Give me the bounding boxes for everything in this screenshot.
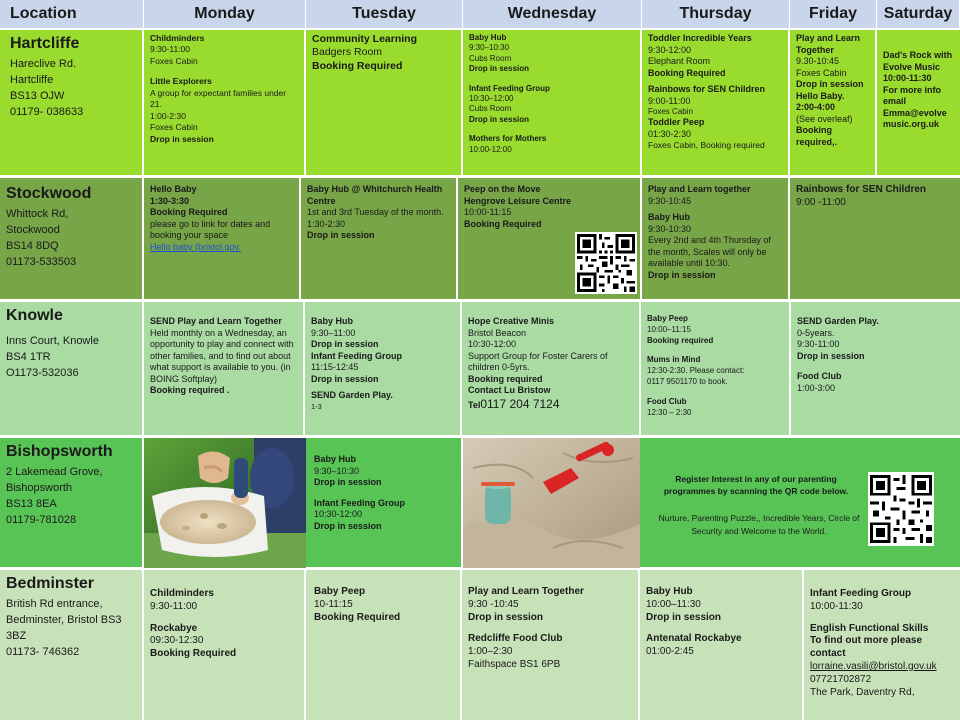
- session-title: Mothers for Mothers: [469, 134, 547, 144]
- session-time: 9:30–10:30: [469, 43, 510, 53]
- session-title: English Functional Skills: [810, 622, 929, 634]
- session-time: 10:00–11:30: [646, 598, 701, 610]
- knowle-friday: [791, 302, 960, 438]
- session-title: Hello Baby.: [796, 90, 845, 101]
- session-title: Toddler Peep: [648, 117, 705, 128]
- bedminster-friday: [804, 570, 960, 720]
- session-title: Play and Learn Together: [468, 586, 584, 597]
- session-room: Foxes Cabin: [648, 107, 693, 117]
- header-monday: Monday: [144, 0, 306, 30]
- stockwood-wednesday: [458, 178, 642, 302]
- session-title: Baby Hub: [314, 454, 357, 464]
- session-time: 11:15-12:45: [311, 362, 359, 373]
- location-name: Hartcliffe: [10, 35, 80, 52]
- phone-number: 01179- 038633: [10, 106, 84, 119]
- session-time: 12:30 – 2:30: [647, 407, 692, 417]
- session-description: Support Group for Foster Carers of children 0-5yrs.: [468, 350, 608, 373]
- session-venue: The Park, Daventry Rd,: [810, 686, 915, 698]
- session-note: Drop in session: [646, 611, 722, 623]
- session-time: 10:30-12:00: [468, 339, 517, 350]
- session-time: 10-11:15: [314, 598, 353, 610]
- session-note: 1-3: [311, 401, 322, 411]
- bedminster-monday: [144, 570, 306, 720]
- session-title: Food Club: [797, 371, 842, 382]
- location-knowle: [0, 302, 144, 438]
- session-title: Redcliffe Food Club: [468, 633, 563, 645]
- session-title: Baby Hub: [311, 316, 354, 326]
- session-note: Booking Required: [314, 611, 401, 623]
- location-hartcliffe: [0, 30, 144, 178]
- session-note: Drop in session: [307, 230, 375, 241]
- session-title: SEND Garden Play.: [311, 390, 393, 401]
- session-note: Drop in session: [796, 79, 864, 90]
- hartcliffe-wednesday: [463, 30, 642, 178]
- session-time: 9:30-10:30: [648, 223, 692, 234]
- phone-number: 01173-533503: [6, 256, 77, 269]
- session-note: 0117 9501170 to book.: [647, 376, 728, 386]
- location-name: Knowle: [6, 307, 63, 324]
- booking-link[interactable]: Hello baby (bristol.gov.: [150, 241, 241, 252]
- photo-sensory-play: [144, 438, 306, 568]
- session-title: Baby Peep: [647, 314, 688, 323]
- address-line: BS13 8EA: [6, 498, 57, 511]
- hartcliffe-monday: [144, 30, 306, 178]
- session-time: 9:30–10:30: [314, 465, 360, 476]
- phone-number: 07721702872: [810, 673, 872, 685]
- session-time: 01:00-2:45: [646, 646, 694, 658]
- session-title: Food Club: [647, 396, 687, 406]
- session-room: Elephant Room: [648, 56, 711, 67]
- knowle-tuesday: [305, 302, 462, 438]
- stockwood-monday: [144, 178, 301, 302]
- session-room: Foxes Cabin: [150, 55, 198, 66]
- address-line: BS4 1TR: [6, 351, 51, 364]
- session-note: Booking required .: [150, 385, 230, 396]
- session-time: 12:30-2:30. Please contact:: [647, 366, 745, 376]
- location-stockwood: [0, 178, 144, 302]
- session-title: Rockabye: [150, 622, 198, 634]
- session-room: Badgers Room: [312, 46, 383, 59]
- session-venue: Bristol Beacon: [468, 327, 527, 338]
- session-title: Childminders: [150, 33, 205, 43]
- session-note: For more info email: [883, 84, 941, 107]
- promo-heading: Register Interest in any of our parenting programmes by scanning the QR code below.: [663, 474, 849, 496]
- phone-number: 0117 204 7124: [480, 396, 560, 411]
- qr-code-icon[interactable]: [575, 232, 637, 294]
- session-title: Baby Peep: [314, 586, 366, 597]
- session-note: To find out more please contact: [810, 635, 923, 660]
- header-location: Location: [0, 0, 144, 30]
- session-room: Cubs Room: [469, 53, 512, 63]
- session-description: Every 2nd and 4th Thursday of the month, Scales will only be available until 10:30.: [648, 235, 771, 269]
- session-title: Infant Feeding Group: [314, 497, 405, 508]
- hartcliffe-thursday: [642, 30, 790, 178]
- session-time: 1:30-3:30: [150, 195, 190, 206]
- session-title: Infant Feeding Group: [469, 83, 550, 93]
- bedminster-thursday: [640, 570, 804, 720]
- session-time: 10:30–12:00: [469, 93, 514, 103]
- session-time: 10:00-11:30: [810, 600, 863, 612]
- session-note: Booking Required: [464, 218, 542, 229]
- session-time: 10:30-12:00: [314, 509, 363, 520]
- session-note: Drop in session: [468, 611, 544, 623]
- session-title: Toddler Incredible Years: [648, 33, 752, 43]
- location-bedminster: [0, 570, 144, 720]
- session-title: Play and Learn Together: [796, 33, 861, 55]
- session-description: Held monthly on a Wednesday, an opportunity to play and connect with other families, and to find out about what support is available to you. (in BOING Softplay): [150, 327, 294, 384]
- session-time: 9:30-11:00: [150, 600, 198, 612]
- session-title: Peep on the Move: [464, 184, 541, 194]
- session-title: Infant Feeding Group: [311, 350, 402, 361]
- session-title: SEND Play and Learn Together: [150, 316, 282, 326]
- session-title: Baby Hub: [469, 33, 507, 42]
- session-note: (See overleaf): [796, 113, 853, 124]
- hartcliffe-tuesday: [306, 30, 463, 178]
- address-line: BS13 OJW: [10, 90, 65, 103]
- stockwood-tuesday: [301, 178, 458, 302]
- session-note: Foxes Cabin, Booking required: [648, 140, 765, 151]
- session-time: 10:00-11:30: [883, 73, 932, 84]
- header-wednesday: Wednesday: [463, 0, 642, 30]
- session-time: 10:00-11:15: [464, 207, 512, 218]
- session-note: Drop in session: [648, 269, 716, 280]
- stockwood-friday: [790, 178, 960, 302]
- stockwood-thursday: [642, 178, 790, 302]
- address-line: Hartcliffe: [10, 74, 54, 87]
- session-time: 2:00-4:00: [796, 102, 836, 113]
- session-room: Foxes Cabin: [796, 67, 847, 78]
- session-time: 1:00–2:30: [468, 646, 513, 658]
- contact-email[interactable]: lorraine.vasili@bristol.gov.uk: [810, 660, 937, 672]
- session-venue: Faithspace BS1 6PB: [468, 658, 561, 670]
- session-note: Drop in session: [469, 64, 530, 74]
- session-title: Antenatal Rockabye: [646, 633, 742, 645]
- hartcliffe-friday: [790, 30, 877, 178]
- address-line: Hareclive Rd.: [10, 58, 77, 71]
- session-title: Baby Hub: [646, 586, 693, 597]
- phone-number: 01173- 746362: [6, 646, 80, 659]
- address-line: 2 Lakemead Grove,: [6, 466, 103, 479]
- contact-email[interactable]: Emma@evolvemusic.org.uk: [883, 107, 947, 130]
- session-title: Rainbows for SEN Children: [648, 84, 766, 95]
- address-line: British Rd entrance, Bedminster, Bristol BS3 3BZ: [6, 598, 122, 643]
- session-note: Drop in session: [311, 339, 379, 350]
- location-name: Bedminster: [6, 575, 95, 592]
- session-note: Booking Required: [648, 67, 726, 78]
- session-time: 9:30–11:00: [311, 327, 356, 338]
- session-title: Baby Hub @ Whitchurch Health Centre: [307, 184, 443, 206]
- session-note: Drop in session: [314, 477, 382, 488]
- session-time: 9:30-10:45: [648, 195, 692, 206]
- session-title: Play and Learn together: [648, 184, 751, 194]
- session-time: 1:00-3:00: [797, 382, 836, 393]
- session-note: Booking required: [647, 335, 714, 345]
- tel-label: Tel: [468, 399, 481, 410]
- session-title: Mums in Mind: [647, 355, 701, 365]
- session-description: 1st and 3rd Tuesday of the month.: [307, 207, 444, 218]
- session-time: 9:00 -11:00: [796, 196, 846, 208]
- address-line: BS14 8DQ: [6, 240, 59, 253]
- session-time: 9.30-10:45: [796, 56, 840, 67]
- bedminster-tuesday: [306, 570, 462, 720]
- phone-number: O1173-532036: [6, 367, 79, 380]
- session-note: Booking Required: [150, 648, 237, 660]
- session-title: Childminders: [150, 588, 214, 599]
- session-note: Booking Required: [150, 207, 228, 218]
- session-title: Dad's Rock with Evolve Music: [883, 50, 953, 72]
- address-line: Stockwood: [6, 224, 60, 237]
- header-friday: Friday: [790, 0, 877, 30]
- address-line: Inns Court, Knowle: [6, 335, 99, 348]
- hartcliffe-saturday: [877, 30, 960, 178]
- bishopsworth-tuesday: [306, 438, 463, 570]
- session-time: 9:30 -10:45: [468, 598, 519, 610]
- session-note: 0-5years.: [797, 327, 835, 338]
- session-time: 09:30-12:30: [150, 635, 204, 647]
- session-title: Rainbows for SEN Children: [796, 184, 927, 195]
- promo-description: Nurture, Parenting Puzzle,, Incredible Years, Circle of Security and Welcome to the World.: [658, 513, 860, 536]
- session-note: Booking required,.: [796, 125, 838, 147]
- session-note: Drop in session: [797, 350, 865, 361]
- session-note: Drop in session: [469, 114, 530, 124]
- knowle-wednesday: [462, 302, 641, 438]
- contact-name: Contact Lu Bristow: [468, 385, 551, 396]
- session-time: 10:00–11:15: [647, 324, 691, 334]
- session-time: 1:00-2:30: [150, 110, 186, 121]
- session-note: Booking Required: [312, 59, 403, 72]
- photo-sand-play: [463, 438, 640, 568]
- bishopsworth-promo: [640, 438, 960, 570]
- session-note: Drop in session: [311, 373, 379, 384]
- session-title: Hello Baby: [150, 184, 197, 194]
- session-title: Community Learning: [312, 33, 418, 45]
- session-time: 9:30-11:00: [797, 339, 840, 350]
- qr-code-icon[interactable]: [868, 472, 934, 546]
- session-time: 9:00-11:00: [648, 95, 691, 106]
- location-name: Stockwood: [6, 185, 92, 202]
- phone-number: 01179-781028: [6, 514, 77, 527]
- session-time: 1:30-2:30: [307, 218, 346, 229]
- location-name: Bishopsworth: [6, 443, 113, 460]
- knowle-monday: [144, 302, 305, 438]
- session-room: Foxes Cabin: [150, 122, 198, 133]
- session-time: 9:30-11:00: [150, 44, 191, 55]
- header-thursday: Thursday: [642, 0, 790, 30]
- bedminster-wednesday: [462, 570, 640, 720]
- session-title: Infant Feeding Group: [810, 588, 912, 599]
- session-title: Hope Creative Minis: [468, 316, 555, 326]
- session-description: A group for expectant families under 21.: [150, 87, 287, 110]
- session-title: SEND Garden Play.: [797, 316, 879, 326]
- session-description: please go to link for dates and booking your space: [150, 218, 271, 241]
- session-time: 10:00-12:00: [469, 144, 512, 154]
- header-saturday: Saturday: [877, 0, 960, 30]
- session-venue: Hengrove Leisure Centre: [464, 195, 572, 206]
- session-room: Cubs Room: [469, 104, 512, 114]
- header-tuesday: Tuesday: [306, 0, 463, 30]
- address-line: Bishopsworth: [6, 482, 73, 495]
- session-time: 01:30-2:30: [648, 128, 692, 139]
- knowle-thursday: [641, 302, 791, 438]
- session-note: Drop in session: [150, 133, 214, 144]
- location-bishopsworth: [0, 438, 144, 570]
- session-note: Booking required: [468, 373, 543, 384]
- session-time: 9:30-12:00: [648, 44, 692, 55]
- address-line: Whittock Rd,: [6, 208, 69, 221]
- session-title: Baby Hub: [648, 212, 691, 223]
- session-note: Drop in session: [314, 520, 382, 531]
- session-title: Little Explorers: [150, 76, 212, 87]
